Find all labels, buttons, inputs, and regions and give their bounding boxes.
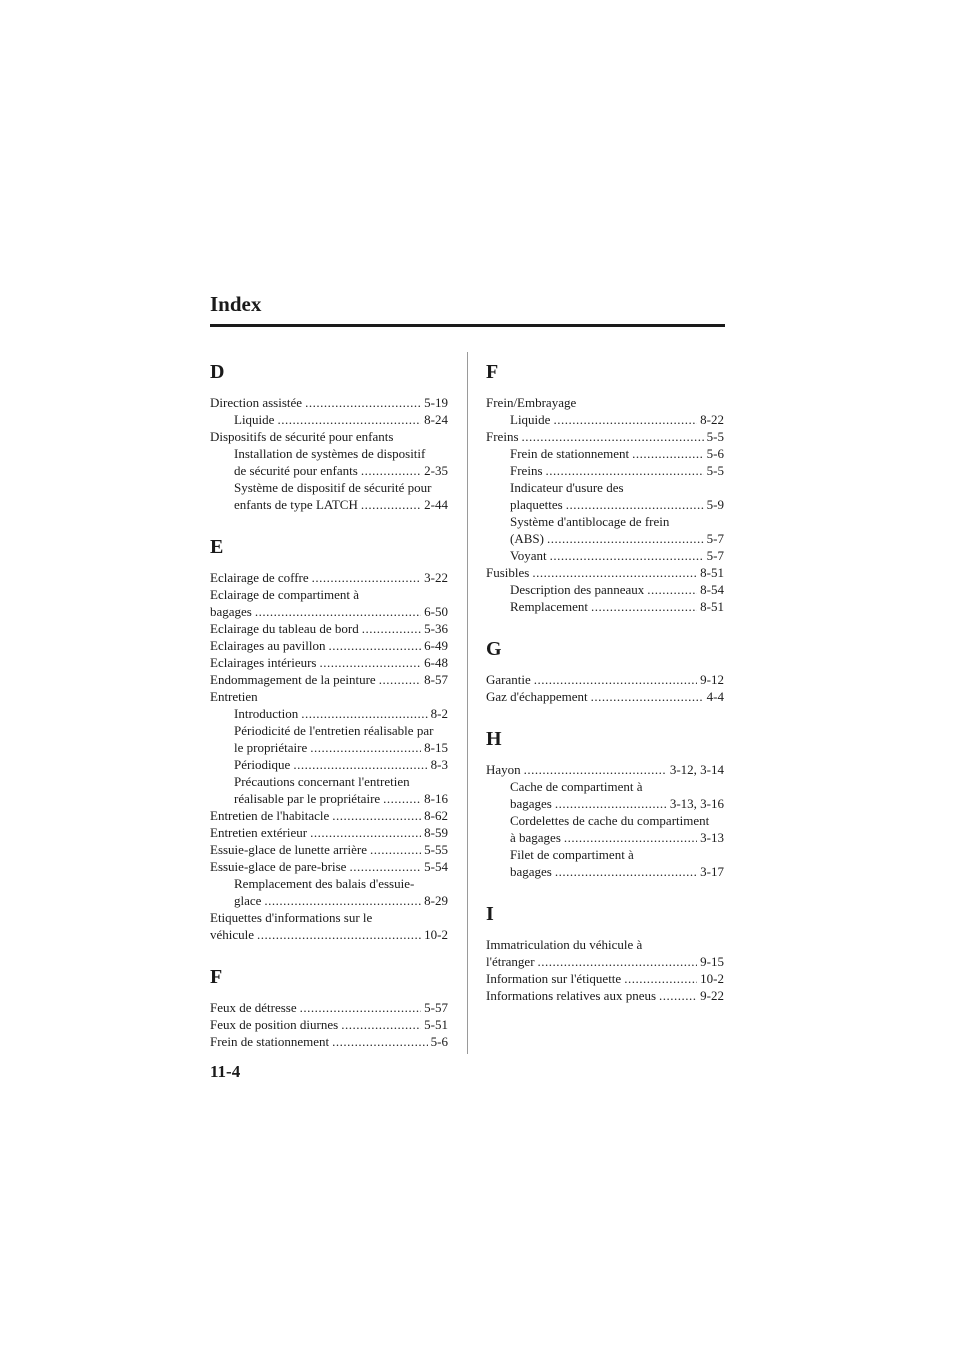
entry-label: bagages: [210, 604, 252, 619]
index-entry: [486, 812, 724, 829]
entry-label: glace: [234, 893, 262, 908]
entry-page: 3-22: [424, 570, 448, 585]
entry-label: Informations relatives aux pneus: [486, 988, 657, 1003]
entry-label: Freins: [510, 463, 543, 478]
entry-label: Installation de systèmes de dispositif: [234, 446, 426, 461]
index-entry: [210, 875, 448, 892]
entry-label: Eclairages au pavillon: [210, 638, 326, 653]
dot-leader: [361, 462, 421, 479]
index-entries: [486, 394, 724, 615]
dot-leader: [555, 795, 667, 812]
index-entry: [210, 790, 448, 807]
index-entry: [210, 909, 448, 926]
index-section: [486, 629, 724, 705]
index-entry: [210, 479, 448, 496]
entry-label: Etiquettes d'informations sur le: [210, 910, 373, 925]
entry-page: 8-22: [700, 412, 724, 427]
entry-label: Frein de stationnement: [510, 446, 630, 461]
dot-leader: [591, 598, 697, 615]
index-column-right: [486, 352, 724, 1018]
entry-label: Entretien extérieur: [210, 825, 308, 840]
dot-leader: [591, 688, 704, 705]
entry-page: 6-50: [424, 604, 448, 619]
entry-label: Introduction: [234, 706, 299, 721]
entry-label: plaquettes: [510, 497, 563, 512]
index-entry: [486, 688, 724, 705]
entry-label: véhicule: [210, 927, 255, 942]
entry-page: 3-13: [700, 830, 724, 845]
entry-page: 5-55: [424, 842, 448, 857]
index-entry: [210, 892, 448, 909]
entry-page: 5-5: [706, 463, 724, 478]
dot-leader: [532, 564, 697, 581]
entry-label: Liquide: [234, 412, 275, 427]
entry-label: Eclairage de compartiment à: [210, 587, 360, 602]
index-entry: [210, 722, 448, 739]
dot-leader: [255, 603, 421, 620]
entry-page: 9-22: [700, 988, 724, 1003]
index-entry: [486, 445, 724, 462]
entry-label: Garantie: [486, 672, 531, 687]
index-entry: [210, 603, 448, 620]
dot-leader: [310, 739, 421, 756]
index-section: [210, 527, 448, 943]
entry-label: bagages: [510, 864, 552, 879]
column-divider: [467, 352, 468, 1054]
entry-label: l'étranger: [486, 954, 535, 969]
entry-page: 5-6: [706, 446, 724, 461]
entry-label: Eclairages intérieurs: [210, 655, 317, 670]
index-entry: [210, 773, 448, 790]
index-entry: [210, 654, 448, 671]
index-entry: [210, 428, 448, 445]
index-entry: [210, 688, 448, 705]
index-entries: [486, 761, 724, 880]
index-entries: [210, 999, 448, 1050]
entry-label: Essuie-glace de lunette arrière: [210, 842, 367, 857]
entry-label: Remplacement: [510, 599, 588, 614]
dot-leader: [301, 705, 427, 722]
index-section: [486, 352, 724, 615]
entry-label: Système de dispositif de sécurité pour: [234, 480, 432, 495]
dot-leader: [300, 999, 422, 1016]
index-entry: [210, 671, 448, 688]
index-entries: [486, 936, 724, 1004]
entry-page: 2-44: [424, 497, 448, 512]
dot-leader: [310, 824, 421, 841]
entry-page: 10-2: [700, 971, 724, 986]
dot-leader: [277, 411, 421, 428]
entry-page: 2-35: [424, 463, 448, 478]
index-section: [210, 957, 448, 1050]
index-entry: [486, 671, 724, 688]
entry-page: 5-7: [706, 548, 724, 563]
dot-leader: [553, 411, 697, 428]
index-entry: [486, 462, 724, 479]
entry-label: de sécurité pour enfants: [234, 463, 358, 478]
entry-label: Remplacement des balais d'essuie-: [234, 876, 415, 891]
entry-page: 8-24: [424, 412, 448, 427]
index-entries: [210, 394, 448, 513]
index-entry: [210, 496, 448, 513]
index-entry: [486, 953, 724, 970]
entry-label: Cordelettes de cache du compartiment: [510, 813, 710, 828]
index-entry: [486, 936, 724, 953]
entry-page: 5-5: [706, 429, 724, 444]
entry-page: 6-48: [424, 655, 448, 670]
index-entry: [210, 705, 448, 722]
index-entry: [210, 756, 448, 773]
entry-page: 5-9: [706, 497, 724, 512]
index-entry: [486, 547, 724, 564]
index-entry: [210, 620, 448, 637]
entry-page: 8-51: [700, 565, 724, 580]
index-section: [486, 719, 724, 880]
dot-leader: [632, 445, 704, 462]
entry-page: 3-17: [700, 864, 724, 879]
section-letter: F: [210, 966, 223, 988]
dot-leader: [524, 761, 667, 778]
dot-leader: [550, 547, 704, 564]
entry-label: Feux de position diurnes: [210, 1017, 339, 1032]
dot-leader: [566, 496, 704, 513]
index-entry: [486, 970, 724, 987]
index-entry: [210, 394, 448, 411]
index-entry: [486, 778, 724, 795]
entry-label: Indicateur d'usure des: [510, 480, 624, 495]
index-entry: [486, 394, 724, 411]
entry-page: 8-3: [430, 757, 448, 772]
page-number: 11-4: [210, 1062, 241, 1081]
entry-page: 3-12, 3-14: [669, 762, 724, 777]
dot-leader: [546, 462, 704, 479]
index-entry: [486, 846, 724, 863]
entry-page: 8-51: [700, 599, 724, 614]
entry-label: Voyant: [510, 548, 547, 563]
index-entry: [210, 999, 448, 1016]
entry-page: 3-13, 3-16: [669, 796, 724, 811]
index-entry: [210, 411, 448, 428]
entry-label: Hayon: [486, 762, 521, 777]
entry-label: à bagages: [510, 830, 561, 845]
entry-label: Fusibles: [486, 565, 530, 580]
dot-leader: [312, 569, 422, 586]
dot-leader: [534, 671, 697, 688]
entry-label: Eclairage du tableau de bord: [210, 621, 359, 636]
entry-label: Système d'antiblocage de frein: [510, 514, 670, 529]
index-entries: [210, 569, 448, 943]
entry-label: Périodique: [234, 757, 291, 772]
index-entry: [210, 637, 448, 654]
entry-label: Endommagement de la peinture: [210, 672, 376, 687]
entry-page: 8-62: [424, 808, 448, 823]
dot-leader: [305, 394, 421, 411]
index-entry: [486, 479, 724, 496]
index-entry: [486, 513, 724, 530]
entry-label: réalisable par le propriétaire: [234, 791, 381, 806]
entry-label: Frein/Embrayage: [486, 395, 577, 410]
entry-label: Liquide: [510, 412, 551, 427]
index-entry: [486, 863, 724, 880]
entry-label: Direction assistée: [210, 395, 303, 410]
index-entry: [210, 1016, 448, 1033]
index-entry: [210, 569, 448, 586]
dot-leader: [522, 428, 704, 445]
entry-page: 8-54: [700, 582, 724, 597]
dot-leader: [362, 620, 421, 637]
dot-leader: [341, 1016, 421, 1033]
entry-page: 5-7: [706, 531, 724, 546]
dot-leader: [379, 671, 421, 688]
index-entry: [210, 1033, 448, 1050]
index-entry: [486, 564, 724, 581]
dot-leader: [361, 496, 421, 513]
entry-page: 5-51: [424, 1017, 448, 1032]
title-rule: [210, 324, 725, 327]
index-entry: [210, 445, 448, 462]
dot-leader: [264, 892, 421, 909]
index-entry: [486, 761, 724, 778]
index-section: [210, 352, 448, 513]
entry-label: Essuie-glace de pare-brise: [210, 859, 347, 874]
dot-leader: [370, 841, 421, 858]
index-entry: [210, 926, 448, 943]
index-entry: [486, 530, 724, 547]
dot-leader: [555, 863, 697, 880]
entry-label: Dispositifs de sécurité pour enfants: [210, 429, 394, 444]
page-title: Index: [210, 292, 262, 316]
index-entry: [486, 411, 724, 428]
index-entry: [486, 581, 724, 598]
dot-leader: [659, 987, 697, 1004]
index-entry: [210, 807, 448, 824]
section-letter: F: [486, 361, 499, 383]
section-letter: I: [486, 903, 494, 925]
dot-leader: [329, 637, 422, 654]
index-entry: [210, 824, 448, 841]
index-section: [486, 894, 724, 1004]
section-letter: H: [486, 728, 502, 750]
dot-leader: [383, 790, 421, 807]
section-letter: G: [486, 638, 502, 660]
index-entry: [486, 496, 724, 513]
entry-label: Eclairage de coffre: [210, 570, 309, 585]
entry-page: 8-15: [424, 740, 448, 755]
dot-leader: [647, 581, 697, 598]
dot-leader: [257, 926, 421, 943]
index-entry: [210, 462, 448, 479]
entry-label: le propriétaire: [234, 740, 308, 755]
dot-leader: [624, 970, 697, 987]
index-entries: [486, 671, 724, 705]
entry-page: 5-54: [424, 859, 448, 874]
entry-label: Périodicité de l'entretien réalisable par: [234, 723, 434, 738]
entry-label: Cache de compartiment à: [510, 779, 643, 794]
entry-page: 5-36: [424, 621, 448, 636]
entry-page: 9-15: [700, 954, 724, 969]
section-letter: E: [210, 536, 224, 558]
entry-label: (ABS): [510, 531, 544, 546]
entry-label: Frein de stationnement: [210, 1034, 330, 1049]
entry-page: 5-19: [424, 395, 448, 410]
section-letter: D: [210, 361, 225, 383]
dot-leader: [538, 953, 698, 970]
index-entry: [486, 428, 724, 445]
entry-label: Description des panneaux: [510, 582, 645, 597]
entry-page: 8-59: [424, 825, 448, 840]
dot-leader: [332, 1033, 428, 1050]
entry-label: bagages: [510, 796, 552, 811]
entry-page: 10-2: [424, 927, 448, 942]
dot-leader: [349, 858, 421, 875]
index-entry: [486, 829, 724, 846]
entry-page: 6-49: [424, 638, 448, 653]
entry-label: Information sur l'étiquette: [486, 971, 622, 986]
entry-label: enfants de type LATCH: [234, 497, 358, 512]
entry-page: 4-4: [706, 689, 724, 704]
entry-label: Entretien de l'habitacle: [210, 808, 330, 823]
index-entry: [210, 858, 448, 875]
entry-label: Entretien: [210, 689, 258, 704]
index-entry: [486, 598, 724, 615]
dot-leader: [319, 654, 421, 671]
dot-leader: [332, 807, 421, 824]
entry-page: 5-57: [424, 1000, 448, 1015]
entry-page: 8-16: [424, 791, 448, 806]
entry-label: Freins: [486, 429, 519, 444]
entry-page: 8-57: [424, 672, 448, 687]
entry-page: 8-29: [424, 893, 448, 908]
index-entry: [210, 586, 448, 603]
dot-leader: [564, 829, 697, 846]
entry-page: 8-2: [430, 706, 448, 721]
index-entry: [486, 987, 724, 1004]
index-entry: [210, 739, 448, 756]
entry-label: Immatriculation du véhicule à: [486, 937, 643, 952]
dot-leader: [293, 756, 427, 773]
entry-page: 9-12: [700, 672, 724, 687]
entry-label: Précautions concernant l'entretien: [234, 774, 410, 789]
entry-label: Filet de compartiment à: [510, 847, 634, 862]
index-entry: [210, 841, 448, 858]
index-column-left: [210, 352, 448, 1064]
index-entry: [486, 795, 724, 812]
dot-leader: [547, 530, 704, 547]
entry-label: Gaz d'échappement: [486, 689, 588, 704]
entry-label: Feux de détresse: [210, 1000, 297, 1015]
entry-page: 5-6: [430, 1034, 448, 1049]
